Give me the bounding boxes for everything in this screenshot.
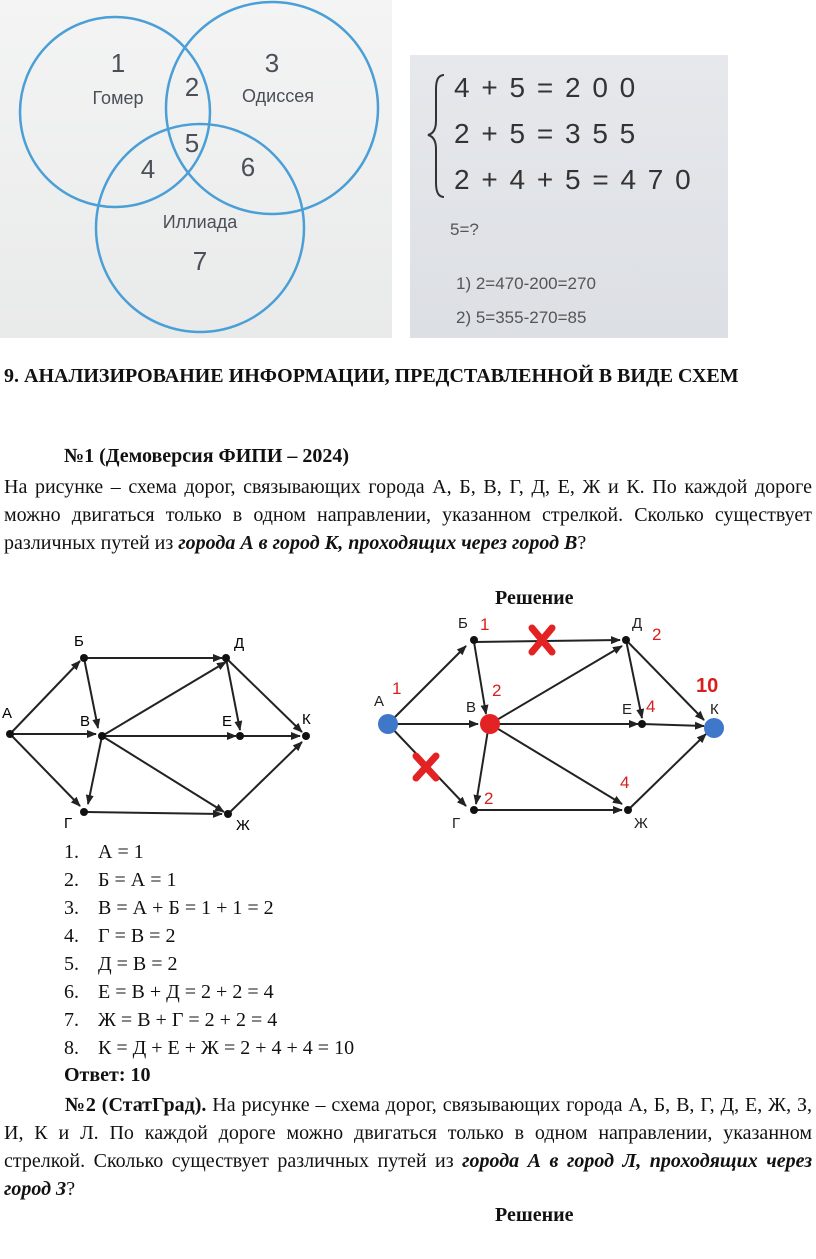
step-text: К = Д + Е + Ж = 2 + 4 + 4 = 10 <box>98 1037 355 1059</box>
step-text: Ж = В + Г = 2 + 2 = 4 <box>98 1009 278 1031</box>
sol-node-K: К <box>710 701 719 718</box>
step-text: В = А + Б = 1 + 1 = 2 <box>98 897 274 919</box>
node-K: К <box>302 711 311 728</box>
task1-answer: Ответ: 10 <box>64 1064 151 1086</box>
step-text: Г = В = 2 <box>98 925 176 947</box>
odyssey-label: Одиссея <box>242 86 314 106</box>
step-item <box>64 922 354 950</box>
node-D: Д <box>234 635 245 652</box>
step-item <box>64 1034 354 1062</box>
step-number: 7. <box>64 1009 79 1031</box>
sol-count-V: 2 <box>492 681 502 700</box>
task1-text-emphasis: города А в город К, проходящих через город В <box>178 532 578 554</box>
region-3: 3 <box>264 48 280 78</box>
step-item <box>64 978 354 1006</box>
sol-count-B: 1 <box>480 615 490 634</box>
solve-step-1: 1) 2=470-200=270 <box>456 274 596 293</box>
task2-text <box>4 1091 812 1203</box>
node-B: Б <box>74 633 84 650</box>
step-item <box>64 894 354 922</box>
homer-circle <box>20 17 210 207</box>
sol-count-E: 4 <box>646 697 656 716</box>
step-number: 3. <box>64 897 79 919</box>
region-6: 6 <box>240 152 256 182</box>
venn-photo <box>0 0 392 338</box>
step-text: Д = В = 2 <box>98 953 178 975</box>
step-number: 2. <box>64 869 79 891</box>
sol-node-D: Д <box>632 615 643 632</box>
task2-text-emphasis: города А в город Л, проходящих через город З <box>4 1150 813 1200</box>
solution-graph <box>370 610 730 832</box>
task2-solution-label: Решение <box>495 1204 574 1226</box>
task1-text-plain: На рисунке – схема дорог, связывающих города А, Б, В, Г, Д, Е, Ж и К. По каждой дороге можно двигаться только в одном направлении, указанном стрелкой. Сколько существует различных путей из <box>4 476 812 554</box>
iliad-label: Иллиада <box>162 212 238 232</box>
sol-node-G: Г <box>452 815 461 832</box>
step-number: 8. <box>64 1037 79 1059</box>
sol-count-G: 2 <box>484 789 494 808</box>
equations-image <box>410 55 728 338</box>
region-1: 1 <box>110 48 126 78</box>
node-V: В <box>80 713 91 730</box>
step-number: 1. <box>64 841 79 863</box>
task1-text-end: ? <box>577 532 587 554</box>
step-item <box>64 838 354 866</box>
step-number: 5. <box>64 953 79 975</box>
task2-heading: №2 (СтатГрад). <box>64 1094 207 1116</box>
node-E: Е <box>222 713 233 730</box>
question: 5=? <box>450 220 479 239</box>
task1-graph <box>0 628 330 843</box>
sol-node-A: А <box>374 693 385 710</box>
step-item <box>64 1006 354 1034</box>
venn-diagram <box>0 0 392 338</box>
node-A: А <box>2 705 13 722</box>
solve-step-2: 2) 5=355-270=85 <box>456 308 587 327</box>
road-graph <box>0 628 330 838</box>
region-2: 2 <box>184 72 200 102</box>
node-Zh: Ж <box>236 817 250 834</box>
step-text: А = 1 <box>98 841 144 863</box>
sol-count-Zh: 4 <box>620 773 630 792</box>
step-number: 6. <box>64 981 79 1003</box>
sol-node-V: В <box>466 699 477 716</box>
sol-node-Zh: Ж <box>634 815 648 832</box>
step-item <box>64 866 354 894</box>
section-title: 9. АНАЛИЗИРОВАНИЕ ИНФОРМАЦИИ, ПРЕДСТАВЛЕННОЙ В ВИДЕ СХЕМ <box>4 365 739 387</box>
task1-heading: №1 (Демоверсия ФИПИ – 2024) <box>64 445 350 467</box>
equations-photo <box>410 55 728 338</box>
odyssey-circle <box>166 2 378 214</box>
equation-2: 2 + 5 = 3 5 5 <box>454 118 638 149</box>
task1-steps <box>64 838 354 1062</box>
step-text: Б = А = 1 <box>98 869 177 891</box>
step-text: Е = В + Д = 2 + 2 = 4 <box>98 981 274 1003</box>
step-number: 4. <box>64 925 79 947</box>
sol-count-A: 1 <box>392 679 402 698</box>
task2-text-plain: На рисунке – схема дорог, связывающих города А, Б, В, Г, Д, Е, Ж, З, И, К и Л. По каждой дороге можно двигаться только в одном направлении, указанном стрелкой. Сколько существует различных путей из <box>4 1094 812 1172</box>
task2-text-end: ? <box>66 1178 76 1200</box>
node-G: Г <box>64 815 73 832</box>
region-5: 5 <box>184 128 200 158</box>
sol-count-D: 2 <box>652 625 662 644</box>
task1-solution-label: Решение <box>495 587 574 609</box>
homer-label: Гомер <box>92 88 144 108</box>
equation-1: 4 + 5 = 2 0 0 <box>454 72 638 103</box>
task1-text <box>4 473 812 557</box>
sol-count-K: 10 <box>696 675 719 697</box>
task1-solution-graph <box>370 610 730 837</box>
step-item <box>64 950 354 978</box>
region-7: 7 <box>192 246 208 276</box>
sol-node-E: Е <box>622 701 633 718</box>
equation-3: 2 + 4 + 5 = 4 7 0 <box>454 164 693 195</box>
region-4: 4 <box>140 154 156 184</box>
sol-node-B: Б <box>458 615 468 632</box>
